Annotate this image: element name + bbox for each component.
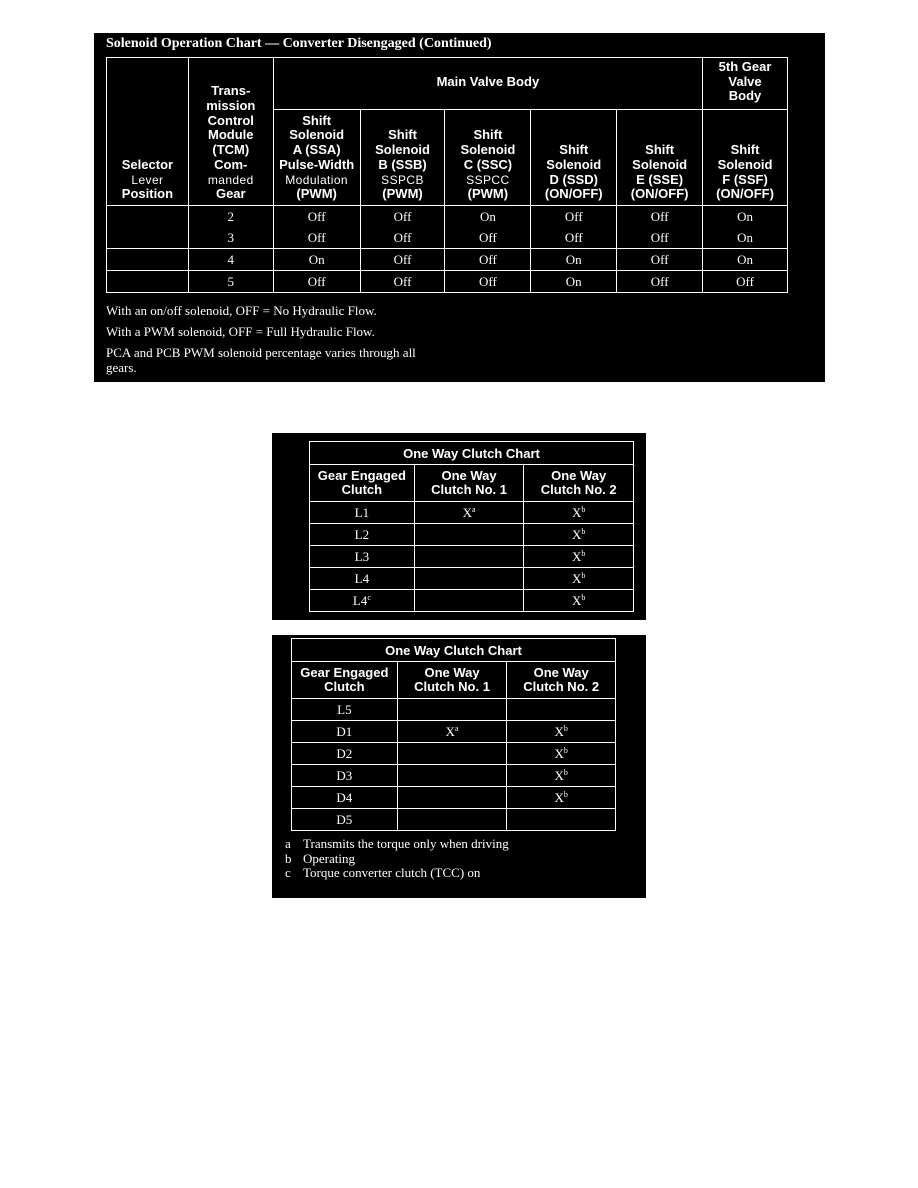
header-text: Main Valve Body [436, 73, 540, 89]
header-text: Shift [730, 142, 760, 158]
mark: X [554, 767, 564, 783]
header-text: Solenoid [375, 142, 430, 158]
table-row [292, 721, 616, 743]
mark: X [445, 723, 455, 739]
table-row [310, 524, 634, 546]
header-ssb [360, 110, 445, 206]
owc1-cell [414, 568, 524, 590]
footnote [285, 852, 509, 867]
header-text: Com- [214, 156, 248, 172]
header-text: E (SSE) [636, 171, 684, 187]
owc2-cell [507, 743, 616, 765]
header-text: Selector [121, 156, 174, 172]
solenoid-notes [106, 303, 426, 381]
header-owc2 [524, 465, 634, 502]
header-text: (PWM) [296, 186, 337, 202]
ssb-cell: Off [360, 206, 445, 228]
owc1-cell [414, 590, 524, 612]
sse-cell: Off [617, 271, 703, 293]
owc2-cell [507, 765, 616, 787]
ssc-cell: On [445, 206, 531, 228]
footnote-ref: b [563, 723, 568, 733]
header-owc1 [397, 662, 507, 699]
header-text: Clutch No. 1 [414, 679, 490, 694]
header-text: (ON/OFF) [716, 186, 774, 202]
owc2-cell [524, 590, 634, 612]
footnote-ref: b [581, 570, 586, 580]
gear-cell [310, 546, 415, 568]
one-way-clutch-chart-1 [272, 433, 646, 620]
header-text: Clutch No. 1 [431, 482, 507, 497]
footnote-ref: b [563, 745, 568, 755]
solenoid-table [106, 57, 788, 293]
footnote [285, 837, 509, 852]
ssb-cell: Off [360, 249, 445, 271]
header-text: F (SSF) [722, 171, 768, 187]
header-ssa [273, 110, 360, 206]
table-row [292, 787, 616, 809]
note: With a PWM solenoid, OFF = Full Hydraulic Flow. [106, 324, 375, 339]
gear-text: L2 [354, 526, 370, 542]
header-text: Control [207, 112, 254, 128]
sse-cell: Off [617, 206, 703, 228]
header-text: 5th Gear [718, 58, 772, 74]
mark: X [554, 789, 564, 805]
header-text: Trans- [211, 83, 251, 99]
header-text: Pulse-Width [279, 156, 355, 172]
gear-cell: D1 [292, 721, 398, 743]
header-text: manded [207, 172, 254, 187]
ssa-cell: Off [273, 206, 360, 228]
header-text: (PWM) [382, 186, 423, 202]
header-ssc [445, 110, 531, 206]
owc1-cell [397, 809, 507, 831]
gear-text: L1 [354, 504, 370, 520]
mark: X [462, 504, 472, 520]
mark: X [554, 723, 564, 739]
ssd-cell: On [531, 271, 617, 293]
header-text: Shift [473, 127, 503, 143]
table-row [292, 765, 616, 787]
header-text: (PWM) [467, 186, 509, 202]
header-5th-gear-valve-body [703, 58, 788, 110]
gear-cell: 4 [188, 249, 273, 271]
header-text: Position [121, 186, 174, 202]
ssa-cell: Off [273, 227, 360, 249]
gear-cell [310, 524, 415, 546]
owc2-cell [507, 809, 616, 831]
header-text: Shift [302, 112, 332, 128]
header-text: (ON/OFF) [544, 186, 603, 202]
owc2-cell [524, 568, 634, 590]
table-row [292, 743, 616, 765]
gear-cell [310, 590, 415, 612]
header-text: Clutch [341, 482, 383, 497]
header-text: (TCM) [212, 142, 250, 158]
ssb-cell: Off [360, 271, 445, 293]
footnote-key: b [285, 850, 292, 866]
mark: X [571, 504, 582, 520]
gear-cell: 5 [188, 271, 273, 293]
table-row [292, 699, 616, 721]
ssc-cell: Off [445, 249, 531, 271]
header-text: Gear Engaged [317, 467, 406, 483]
ssf-cell: Off [703, 271, 788, 293]
ssd-cell: Off [531, 206, 617, 228]
header-gear-engaged [292, 662, 398, 699]
footnote-ref: b [581, 548, 586, 558]
owc1-cell [397, 743, 507, 765]
ssc-cell: Off [445, 227, 531, 249]
header-text: Shift [559, 142, 589, 158]
header-text: Clutch No. 2 [540, 482, 617, 497]
owc1-cell [397, 765, 507, 787]
header-ssf [703, 110, 788, 206]
sse-cell: Off [617, 227, 703, 249]
ssd-cell: On [531, 249, 617, 271]
table-row [292, 809, 616, 831]
owc1-cell [414, 524, 524, 546]
header-text: Clutch [324, 679, 365, 694]
ssb-cell: Off [360, 227, 445, 249]
ssf-cell: On [703, 249, 788, 271]
owc1-cell [397, 699, 507, 721]
header-text: Gear Engaged [300, 664, 389, 680]
gear-text: L3 [354, 548, 370, 564]
header-text: SSPCB [381, 172, 424, 187]
sse-cell: Off [617, 249, 703, 271]
gear-cell: D5 [292, 809, 398, 831]
header-text: Valve [728, 73, 762, 89]
chart-title: One Way Clutch Chart [292, 639, 616, 662]
header-text: Solenoid [460, 142, 516, 158]
note: PCA and PCB PWM solenoid percentage varies through all gears. [106, 345, 416, 375]
table-row [310, 502, 634, 524]
note: With an on/off solenoid, OFF = No Hydraulic Flow. [106, 303, 377, 318]
header-ssd [531, 110, 617, 206]
gear-text: L4 [354, 570, 370, 586]
owc2-cell [524, 546, 634, 568]
ssf-cell: On [703, 227, 788, 249]
header-text: One Way [424, 664, 480, 680]
footnote-key: c [285, 865, 291, 880]
header-text: Solenoid [289, 127, 345, 143]
header-owc2 [507, 662, 616, 699]
header-text: One Way [551, 467, 607, 483]
header-text: B (SSB) [378, 156, 427, 172]
header-text: mission [206, 98, 256, 114]
footnote-text: Torque converter clutch (TCC) on [303, 865, 481, 880]
owc2-cell [507, 721, 616, 743]
footnote-key: a [285, 836, 291, 851]
footnote-ref: a [471, 504, 476, 514]
ssa-cell: Off [273, 271, 360, 293]
header-selector [107, 58, 189, 206]
header-text: Shift [388, 127, 417, 143]
mark: X [571, 592, 582, 608]
footnote-ref: b [581, 592, 586, 602]
footnote-text: Transmits the torque only when driving [303, 836, 509, 851]
table-row [310, 546, 634, 568]
header-text: C (SSC) [463, 156, 513, 172]
ssf-cell: On [703, 206, 788, 228]
mark: X [554, 745, 564, 761]
owc2-cell [507, 787, 616, 809]
selector-cell [107, 206, 189, 249]
footnote-text: Operating [303, 850, 355, 866]
header-gear-engaged [310, 465, 415, 502]
footnote-ref: a [454, 723, 459, 733]
one-way-clutch-chart-2 [272, 635, 646, 898]
gear-cell [310, 502, 415, 524]
header-text: A (SSA) [292, 142, 341, 158]
header-text: One Way [441, 467, 497, 483]
header-sse [617, 110, 703, 206]
header-text: (ON/OFF) [630, 186, 689, 202]
footnote [285, 866, 509, 881]
header-text: Solenoid [546, 156, 602, 172]
header-text: Clutch No. 2 [523, 679, 600, 694]
header-text: Lever [131, 172, 164, 187]
owc1-cell [397, 787, 507, 809]
gear-cell: D4 [292, 787, 398, 809]
table-row [310, 568, 634, 590]
chart-title: One Way Clutch Chart [310, 442, 634, 465]
footnote-ref: b [563, 767, 568, 777]
header-text: Module [208, 127, 254, 143]
selector-cell [107, 249, 189, 271]
header-text: Modulation [285, 172, 348, 187]
owc2-cell [524, 502, 634, 524]
owc1-cell [397, 721, 507, 743]
solenoid-operation-chart [94, 33, 825, 382]
header-text: Gear [215, 186, 246, 202]
mark: X [571, 548, 582, 564]
header-text: Solenoid [717, 156, 773, 172]
footnote-ref: b [581, 526, 586, 536]
clutch-table [291, 638, 616, 831]
mark: X [571, 526, 582, 542]
ssa-cell: On [273, 249, 360, 271]
gear-cell: D3 [292, 765, 398, 787]
header-text: One Way [533, 664, 589, 680]
header-text: D (SSD) [549, 171, 598, 187]
ssc-cell: Off [445, 271, 531, 293]
owc2-cell [524, 524, 634, 546]
header-main-valve-body [273, 58, 702, 110]
header-text: Solenoid [632, 156, 688, 172]
header-text: SSPCC [466, 172, 510, 187]
header-tcm-gear [188, 58, 273, 206]
clutch-table [309, 441, 634, 612]
chart-title: Solenoid Operation Chart — Converter Disengaged (Continued) [106, 36, 492, 51]
mark: X [571, 570, 582, 586]
header-text: Body [728, 88, 762, 104]
header-owc1 [414, 465, 524, 502]
gear-cell: 2 [188, 206, 273, 228]
gear-cell: L5 [292, 699, 398, 721]
selector-cell [107, 271, 189, 293]
header-text: Shift [645, 142, 675, 158]
footnote-ref: b [581, 504, 586, 514]
owc2-cell [507, 699, 616, 721]
gear-cell [310, 568, 415, 590]
gear-cell: D2 [292, 743, 398, 765]
gear-text: L4 [352, 592, 368, 608]
gear-cell: 3 [188, 227, 273, 249]
table-row [310, 590, 634, 612]
owc1-cell [414, 546, 524, 568]
footnote-ref: b [563, 789, 568, 799]
ssd-cell: Off [531, 227, 617, 249]
footnote-ref: c [367, 592, 371, 602]
owc1-cell [414, 502, 524, 524]
footnotes [285, 837, 509, 881]
